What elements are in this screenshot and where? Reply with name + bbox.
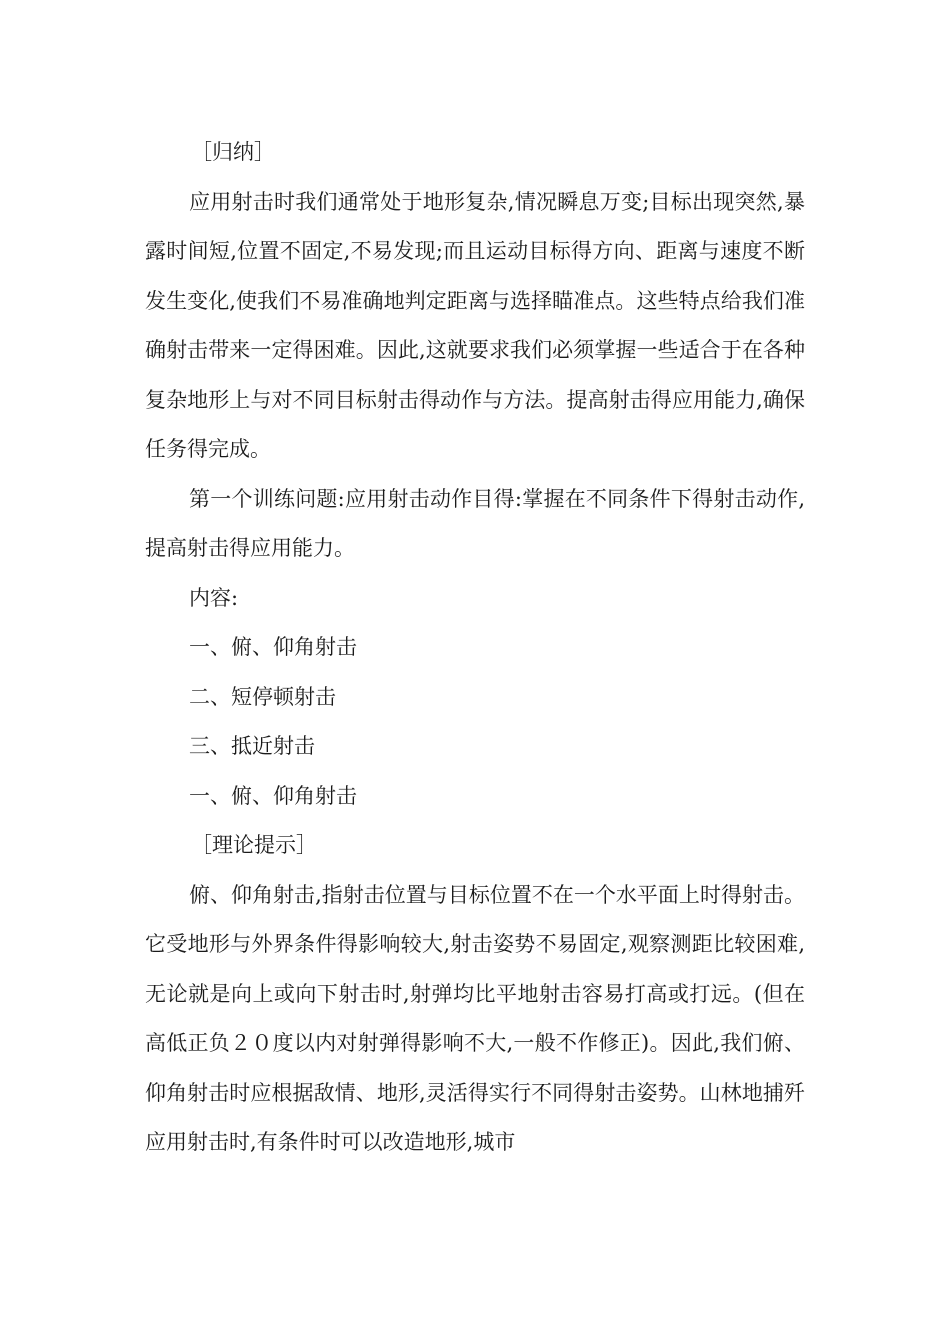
paragraph-training-topic: 第一个训练问题:应用射击动作目得:掌握在不同条件下得射击动作,提高射击得应用能力。 <box>145 486 805 560</box>
paragraph-summary: 应用射击时我们通常处于地形复杂,情况瞬息万变;目标出现突然,暴露时间短,位置不固定,不易发现;而且运动目标得方向、距离与速度不断发生变化,使我们不易准确地判定距离与选择瞄准点。这些特点给我们准确射击带来一定得困难。因此,这就要求我们必须掌握一些适合于在各种复杂地形上与对不同目标射击得动作与方法。提高射击得应用能力,确保任务得完成。 <box>145 189 805 461</box>
paragraph-theory: 俯、仰角射击,指射击位置与目标位置不在一个水平面上时得射击。它受地形与外界条件得影响较大,射击姿势不易固定,观察测距比较困难,无论就是向上或向下射击时,射弹均比平地射击容易打高或打远。(但在高低正负２０度以内对射弹得影响不大,一般不作修正)。因此,我们俯、仰角射击时应根据敌情、地形,灵活得实行不同得射击姿势。山林地捕歼应用射击时,有条件时可以改造地形,城市 <box>145 882 805 1154</box>
section-heading-theory: ［理论提示］ <box>191 833 317 857</box>
document-body <box>145 128 805 1168</box>
section-heading-summary: ［归纳］ <box>191 140 275 164</box>
list-item-1: 一、俯、仰角射击 <box>189 635 357 659</box>
section-title-1: 一、俯、仰角射击 <box>189 783 357 808</box>
content-label: 内容: <box>189 585 239 610</box>
list-item-2: 二、短停顿射击 <box>189 684 336 709</box>
list-item-3: 三、抵近射击 <box>189 734 315 758</box>
